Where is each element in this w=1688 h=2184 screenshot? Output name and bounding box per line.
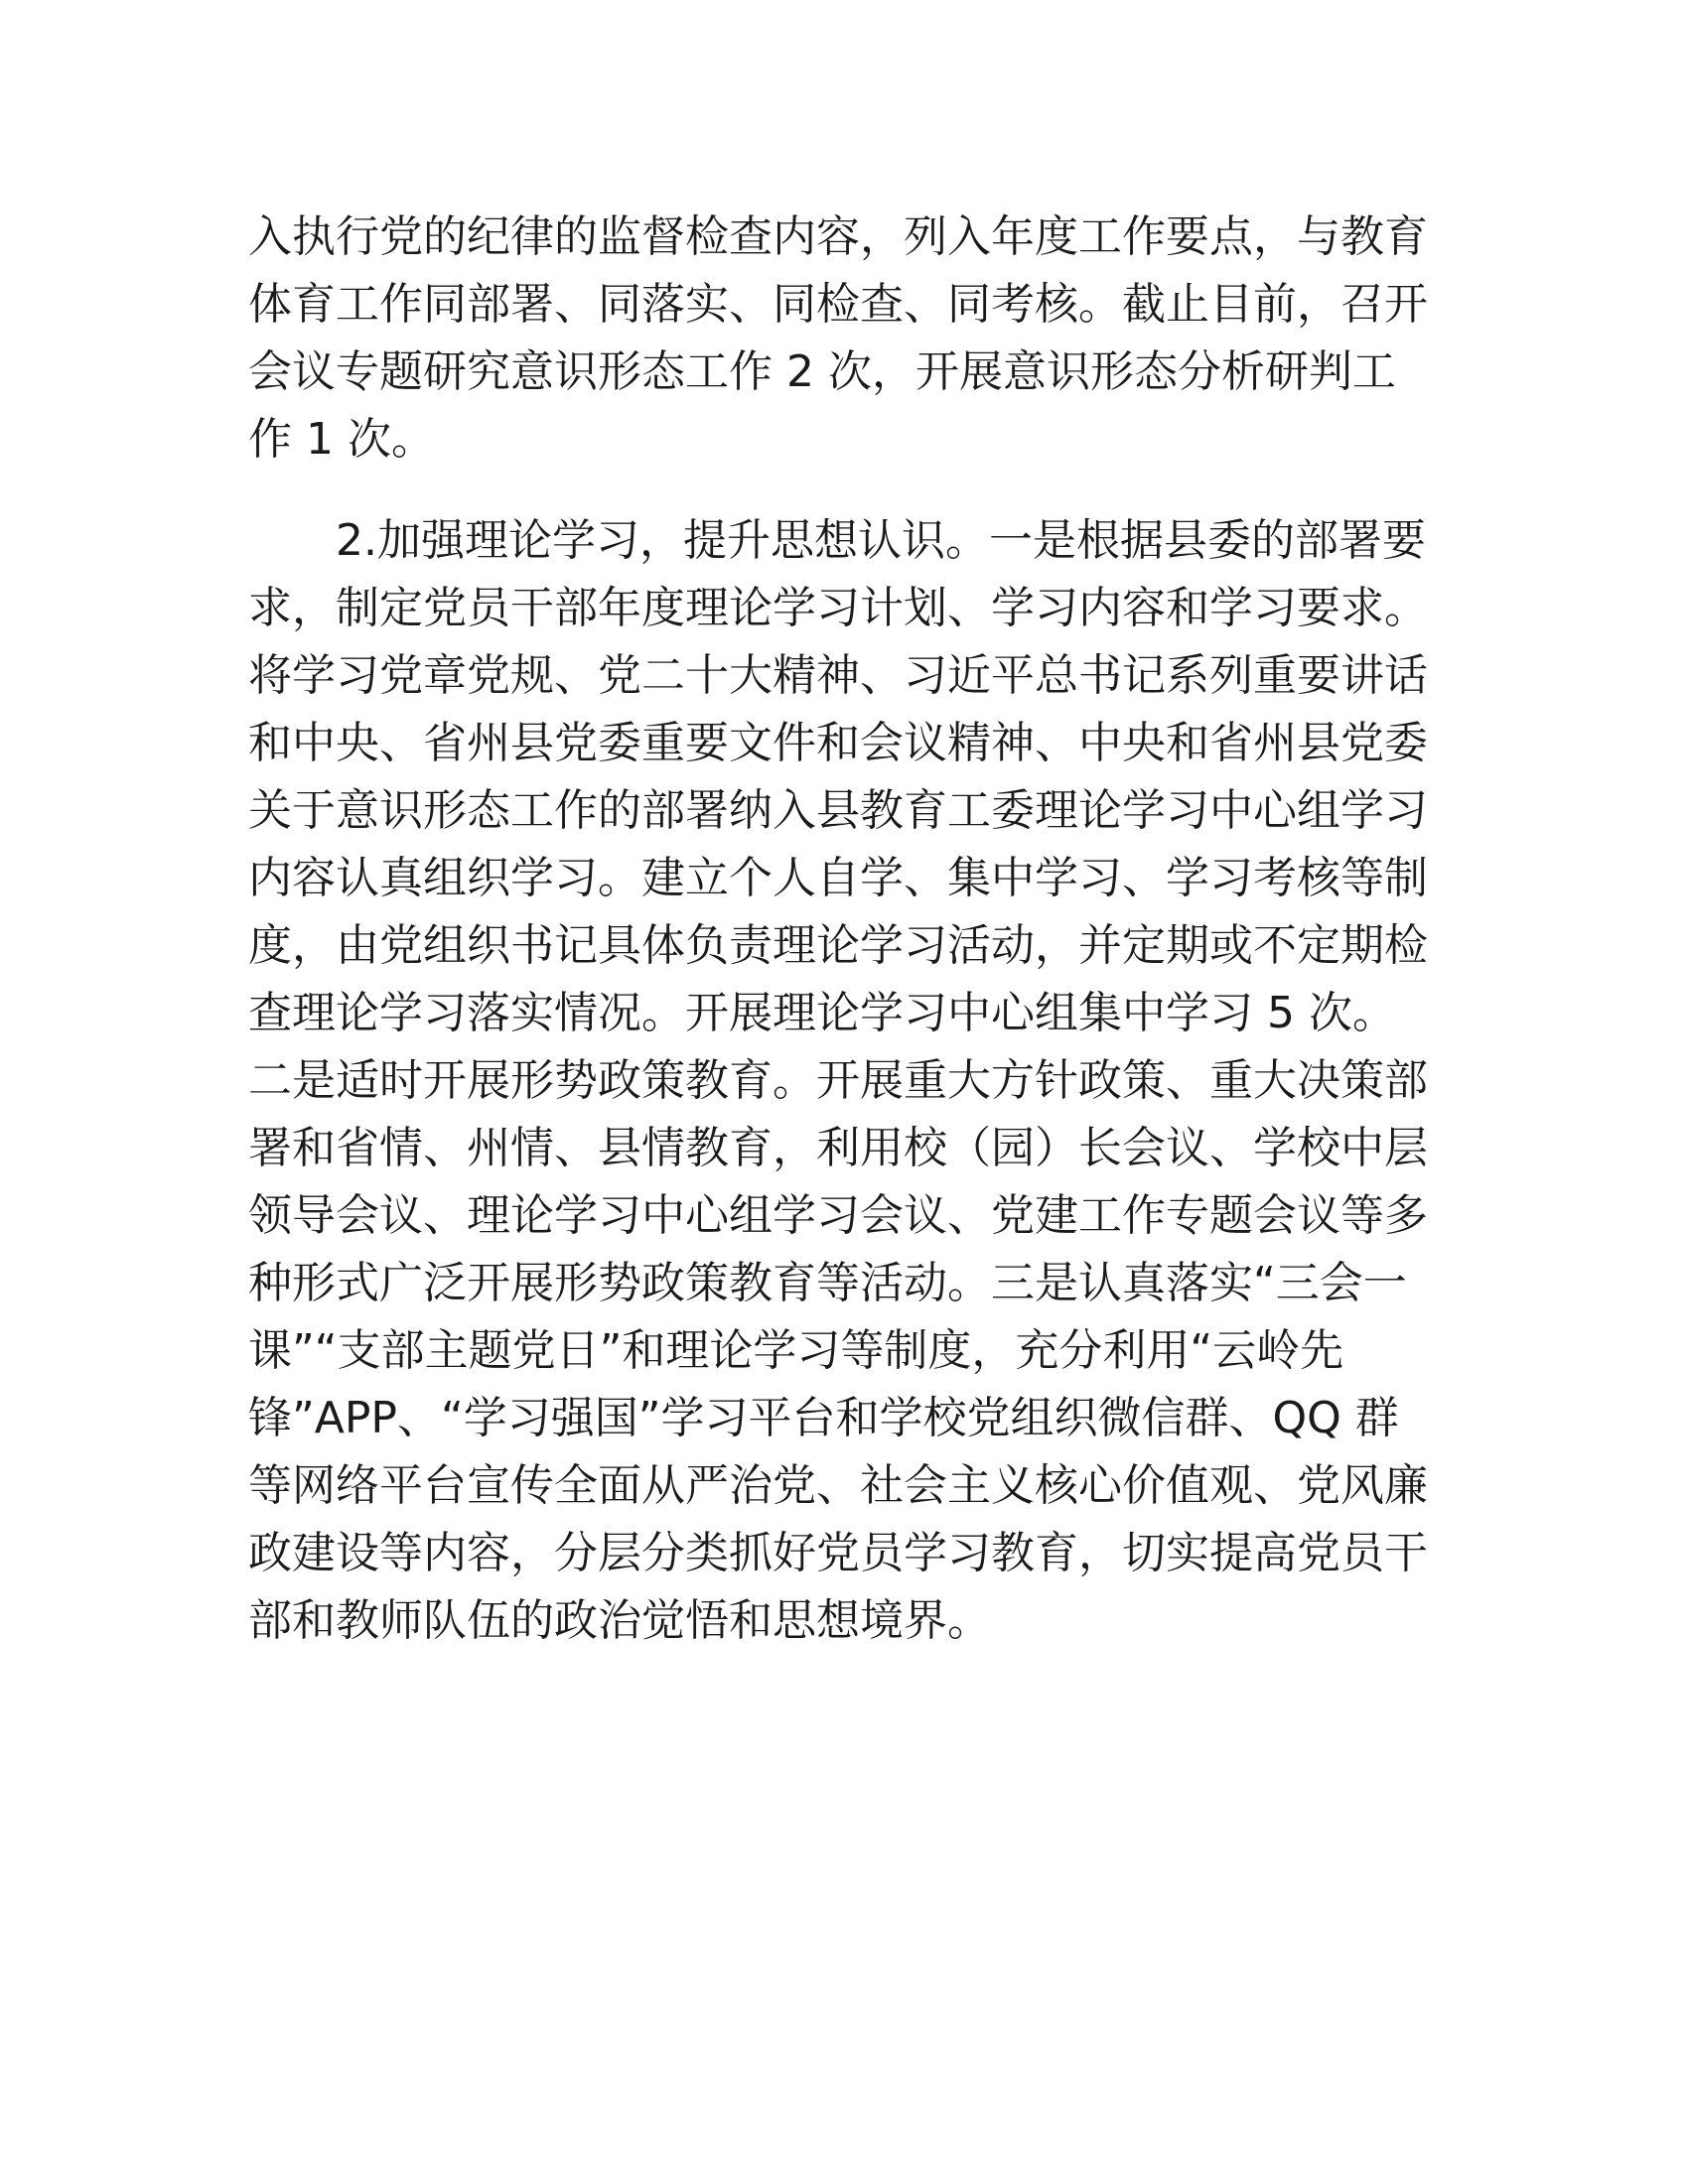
text-line: 部和教师队伍的政治觉悟和思想境界。 — [248, 1595, 991, 1646]
text-line: 入执行党的纪律的监督检查内容，列入年度工作要点，与教育 — [248, 211, 1428, 262]
text-line: 将学习党章党规、党二十大精神、习近平总书记系列重要讲话 — [248, 650, 1428, 701]
document-body — [248, 204, 1440, 1655]
text-line: 锋”APP、“学习强国”学习平台和学校党组织微信群、QQ 群 — [248, 1393, 1399, 1443]
text-line: 和中央、省州县党委重要文件和会议精神、中央和省州县党委 — [248, 718, 1428, 768]
text-line: 关于意识形态工作的部署纳入县教育工委理论学习中心组学习 — [248, 785, 1428, 836]
text-line: 求，制定党员干部年度理论学习计划、学习内容和学习要求。 — [248, 583, 1428, 633]
text-line: 体育工作同部署、同落实、同检查、同考核。截止目前，召开 — [248, 279, 1428, 330]
text-line: 政建设等内容，分层分类抓好党员学习教育，切实提高党员干 — [248, 1528, 1428, 1578]
paragraph-2 — [248, 507, 1440, 1655]
text-line: 会议专题研究意识形态工作 2 次，开展意识形态分析研判工 — [248, 346, 1396, 397]
text-line: 种形式广泛开展形势政策教育等活动。三是认真落实“三会一 — [248, 1258, 1407, 1308]
text-line: 署和省情、州情、县情教育，利用校（园）长会议、学校中层 — [248, 1123, 1428, 1173]
text-line: 作 1 次。 — [248, 414, 435, 465]
text-line: 二是适时开展形势政策教育。开展重大方针政策、重大决策部 — [248, 1055, 1428, 1106]
text-line-first: 2.加强理论学习，提升思想认识。一是根据县委的部署要 — [336, 515, 1426, 566]
text-line: 等网络平台宣传全面从严治党、社会主义核心价值观、党风廉 — [248, 1460, 1428, 1511]
text-line: 课”“支部主题党日”和理论学习等制度，充分利用“云岭先 — [248, 1325, 1344, 1376]
paragraph-spacer — [248, 474, 1440, 507]
text-line: 查理论学习落实情况。开展理论学习中心组集中学习 5 次。 — [248, 988, 1396, 1038]
text-line: 内容认真组织学习。建立个人自学、集中学习、学习考核等制 — [248, 853, 1428, 903]
text-line: 领导会议、理论学习中心组学习会议、党建工作专题会议等多 — [248, 1190, 1428, 1241]
text-line: 度，由党组织书记具体负责理论学习活动，并定期或不定期检 — [248, 920, 1428, 971]
paragraph-1 — [248, 204, 1440, 474]
